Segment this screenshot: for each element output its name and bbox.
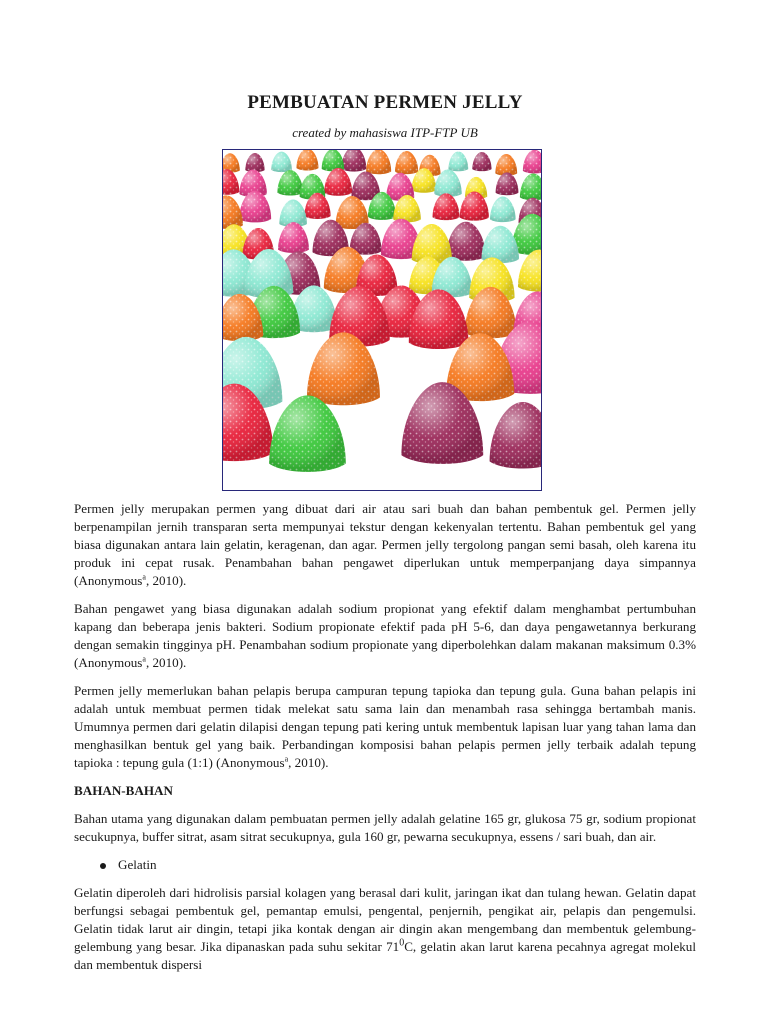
list-item: Gelatin [74,856,696,874]
jelly-candy-illustration [223,150,541,490]
document-title: PEMBUATAN PERMEN JELLY [247,92,523,113]
document-subtitle: created by mahasiswa ITP-FTP UB [292,125,478,140]
paragraph-ingredients: Bahan utama yang digunakan dalam pembuatan permen jelly adalah gelatine 165 gr, glukosa 75 gr, sodium propionat secukupnya, buffer sitrat, asam sitrat secukupnya, gula 160 gr, pewarna secukupnya, essens / sari buah, dan air. [74,811,696,844]
ingredient-bullet-list [74,856,696,874]
paragraph-gelatin: Gelatin diperoleh dari hidrolisis parsial kolagen yang berasal dari kulit, jaringan ikat dan tulang hewan. Gelatin dapat berfungsi sebagai pembentuk gel, pemantap emulsi, pengental, penjernih, pengikat air, pelapis dan pengemulsi. Gelatin tidak larut air dingin, tetapi jika kontak dengan air dingin akan mengembang dan membentuk gelembung-gelembung yang besar. Jika dipanaskan pada suhu sekitar $71^0C$, gelatin akan larut karena pecahnya agregat molekul dan membentuk dispersi [74,885,696,972]
document-body [74,500,696,984]
bullet-icon [100,863,106,869]
paragraph-intro: Permen jelly merupakan permen yang dibuat dari air atau sari buah dan bahan pembentuk gel. Permen jelly berpenampilan jernih transparan serta mempunyai tekstur dengan kekenyalan tertentu. Bahan pembentuk gel yang biasa digunakan antara lain gelatin, keragenan, dan agar. Permen jelly tergolong pangan semi basah, oleh karena itu produk ini cepat rusak. Penambahan bahan pengawet diperlukan untuk memperpanjang daya simpannya (Anonymous$^a$, 2010). [74,501,696,588]
section-heading-ingredients: BAHAN-BAHAN [74,783,173,798]
paragraph-coating: Permen jelly memerlukan bahan pelapis berupa campuran tepung tapioka dan tepung gula. Guna bahan pelapis ini adalah untuk membuat permen tidak melekat satu sama lain dan menambah rasa sehingga bertambah manis. Umumnya permen dari gelatin dilapisi dengan tepung pati kering untuk membentuk lapisan luar yang tahan lama dan menghasilkan bentuk gel yang baik. Perbandingan komposisi bahan pelapis permen jelly terbaik adalah tepung tapioka : tepung gula (1:1) (Anonymous$^a$, 2010). [74,683,696,770]
paragraph-preservative: Bahan pengawet yang biasa digunakan adalah sodium propionat yang efektif dalam menghambat pertumbuhan kapang dan beberapa jenis bakteri. Sodium propionate efektif pada pH 5-6, dan daya pengawetannya berkurang dengan semakin tingginya pH. Penambahan sodium propionate yang diperbolehkan dalam makanan maksimum 0.3% (Anonymous$^a$, 2010). [74,601,696,670]
jelly-candy-photo [222,149,542,491]
document-page [74,0,696,1024]
